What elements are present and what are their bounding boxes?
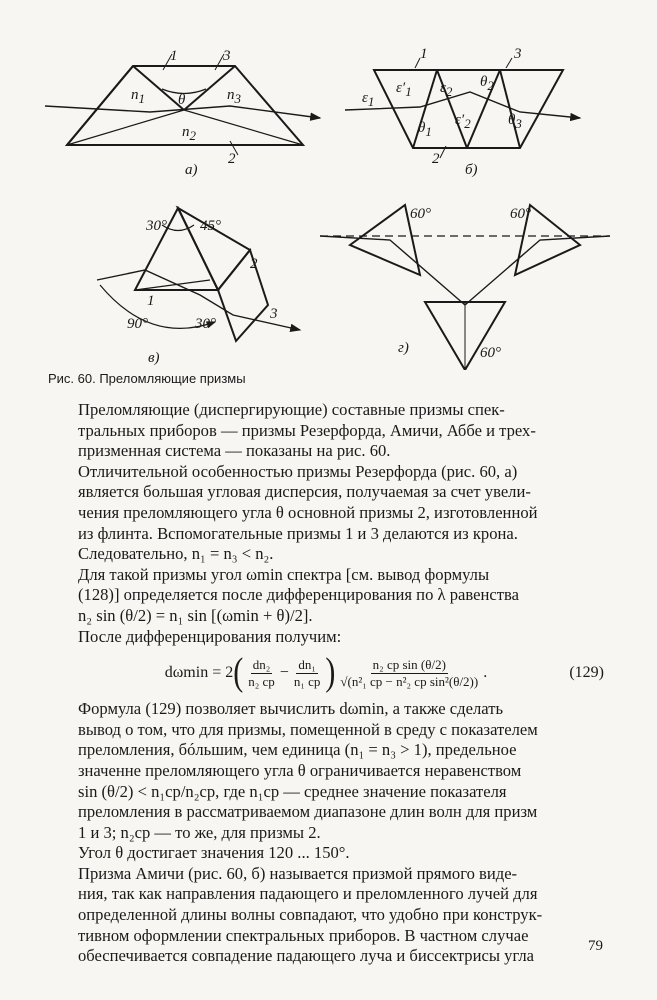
callout-3-b: 3 bbox=[514, 46, 522, 62]
angle-60-right: 60° bbox=[510, 206, 531, 222]
paragraph-5: Формула (129) позволяет вычислить dωmin, а также сделать вывод о том, что для призмы, помещенной в среду с показателем преломления, бóльшим, чем единица (n₁ = n₃ > 1), предельное значенне преломляющего угла θ ограничивается неравенством sin (θ/2) < n₁ср/n₂ср, где n₁ср — среднее значение показателя преломления в рассматриваемом диапазоне длин волн для призм 1 и 3; n₂ср — то же, для призмы 2. bbox=[78, 699, 538, 842]
page-number: 79 bbox=[588, 938, 603, 954]
label-eps2: ε2 bbox=[440, 80, 453, 99]
angle-90: 90° bbox=[127, 316, 148, 332]
panel-b-amici-prism bbox=[345, 58, 580, 158]
figure-caption: Рис. 60. Преломляющие призмы bbox=[48, 371, 246, 386]
paragraph-2: Отличительной особенностью призмы Резерфорда (рис. 60, а) является большая угловая дисперсия, получаемая за счет увели- чения преломляющего угла θ основной призмы 2, изготовленной из флинта. Вспомогательные призмы 1 и 3 делаются из крона. Следовательно, n₁ = n₃ < n₂. bbox=[78, 461, 538, 564]
label-theta-a: θ bbox=[178, 92, 186, 108]
figure-60 bbox=[0, 0, 657, 370]
callout-2-b: 2 bbox=[432, 151, 440, 167]
label-eps2-prime: ε′2 bbox=[455, 112, 471, 131]
label-theta2: θ2 bbox=[480, 74, 494, 93]
panel-a-label: a) bbox=[185, 162, 198, 178]
angle-60-bottom: 60° bbox=[480, 345, 501, 361]
eq-frac-main: $\frac{\text{n₂ ср sin (θ/2)}}{\text{√(n²₁ ср − n²₂ ср sin²(θ/2))}}$ bbox=[340, 656, 479, 689]
angle-30-bottom: 30° bbox=[195, 316, 216, 332]
callout-2-v: 2 bbox=[250, 256, 258, 272]
label-eps1: ε1 bbox=[362, 90, 375, 109]
callout-1-a: 1 bbox=[170, 48, 178, 64]
label-theta1: θ1 bbox=[418, 120, 432, 139]
paragraph-4: После дифференцирования получим: bbox=[78, 626, 342, 646]
callout-3-v: 3 bbox=[270, 306, 278, 322]
panel-g-three-prism-system bbox=[320, 205, 610, 370]
equation-129: dωmin = 2 ( $\frac{\text{dn₂}}{\text{n₂ ср}}$ − $\frac{\text{dn₁}}{\text{n₁ ср}}$ ) $\frac{\text{n₂ ср sin (θ/2)}}{\text{√(n²₁ ср − n²₂ ср sin²(θ/2))}}$ . (129) bbox=[164, 651, 604, 694]
label-theta3: θ3 bbox=[508, 112, 522, 131]
paragraph-6: Угол θ достигает значения 120 ... 150°. bbox=[78, 843, 350, 863]
paragraph-7: Призма Амичи (рис. 60, б) называется призмой прямого виде- ния, так как направления падающего и преломленного лучей для определенной длины волны совпадают, что удобно при конструк- тивном оформлении спектральных приборов. В частном случае обеспечивается совпадение падающего луча и биссектрисы угла bbox=[78, 863, 543, 966]
eq-frac-dn1: $\frac{\text{dn₁}}{\text{n₁ ср}}$ bbox=[293, 656, 321, 689]
label-n1-a: n1 bbox=[131, 87, 145, 106]
angle-60-left: 60° bbox=[410, 206, 431, 222]
callout-3-a: 3 bbox=[223, 48, 231, 64]
eq-lhs: dωmin = 2 bbox=[164, 663, 234, 681]
panel-b-label: б) bbox=[465, 162, 478, 178]
panel-g-label: г) bbox=[398, 340, 409, 356]
paragraph-3: Для такой призмы угол ωmin спектра [см. вывод формулы (128)] определяется после дифференцирования по λ равенства n₂ sin (θ/2) = n₁ sin [(ωmin + θ)/2]. bbox=[78, 564, 519, 625]
callout-2-a: 2 bbox=[228, 151, 236, 167]
eq-frac-dn2: $\frac{\text{dn₂}}{\text{n₂ ср}}$ bbox=[248, 656, 275, 689]
label-eps1-prime: ε′1 bbox=[396, 80, 412, 99]
angle-45: 45° bbox=[200, 218, 221, 234]
label-n2-a: n2 bbox=[182, 124, 196, 143]
paragraph-1: Преломляющие (диспергирующие) составные призмы спек- тральных приборов — призмы Резерфорда, Амичи, Аббе и трех- призменная система — показаны на рис. 60. bbox=[78, 400, 536, 461]
callout-1-b: 1 bbox=[420, 46, 428, 62]
body-text bbox=[48, 400, 604, 967]
callout-1-v: 1 bbox=[147, 293, 155, 309]
angle-30-top: 30° bbox=[146, 218, 167, 234]
panel-v-label: в) bbox=[148, 350, 160, 366]
label-n3-a: n3 bbox=[227, 87, 241, 106]
equation-number: (129) bbox=[569, 664, 604, 682]
